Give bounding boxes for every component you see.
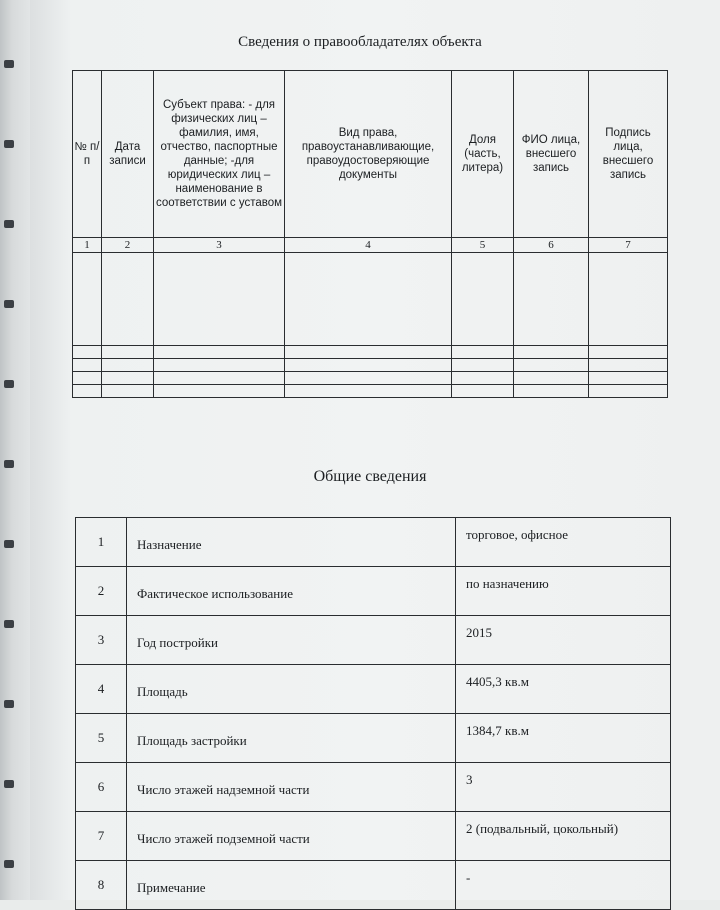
- row-number: 2: [76, 567, 127, 616]
- header-cell: № п/п: [73, 71, 102, 238]
- table-row: [76, 567, 671, 616]
- section-title: Общие сведения: [313, 468, 427, 485]
- row-value: торговое, офисное: [456, 518, 671, 567]
- binding-hole: [4, 220, 14, 228]
- row-value: 3: [456, 763, 671, 812]
- row-value: -: [456, 861, 671, 910]
- binding-hole: [4, 460, 14, 468]
- binding-hole: [4, 620, 14, 628]
- row-value: по назначению: [456, 567, 671, 616]
- row-number: 1: [76, 518, 127, 567]
- page-title: Сведения о правообладателях объекта: [238, 34, 482, 50]
- header-cell: Подпись лица, внесшего запись: [589, 71, 668, 238]
- row-label: Площадь застройки: [127, 714, 456, 763]
- binding-hole: [4, 60, 14, 68]
- row-number: 5: [76, 714, 127, 763]
- row-value: 2015: [456, 616, 671, 665]
- header-cell: Субъект права: - для физических лиц – фамилия, имя, отчество, паспортные данные; -для юридических лиц – наименование в соответствии с уставом: [154, 71, 285, 238]
- table-row: [76, 714, 671, 763]
- general-info-table: [75, 517, 671, 910]
- row-number: 7: [76, 812, 127, 861]
- header-cell: Доля (часть, литера): [452, 71, 514, 238]
- row-number: 4: [76, 665, 127, 714]
- row-label: Площадь: [127, 665, 456, 714]
- table-row: [73, 346, 668, 359]
- table-row: [73, 372, 668, 385]
- row-label: Число этажей подземной части: [127, 812, 456, 861]
- row-number: 8: [76, 861, 127, 910]
- binding-hole: [4, 380, 14, 388]
- column-number: 3: [154, 238, 285, 253]
- column-number: 4: [285, 238, 452, 253]
- header-cell: Дата записи: [102, 71, 154, 238]
- row-value: 1384,7 кв.м: [456, 714, 671, 763]
- owners-header-row: [73, 71, 668, 238]
- binding-hole: [4, 140, 14, 148]
- row-value: 4405,3 кв.м: [456, 665, 671, 714]
- table-row: [76, 518, 671, 567]
- column-number-row: [73, 238, 668, 253]
- table-row: [73, 359, 668, 372]
- column-number: 7: [589, 238, 668, 253]
- column-number: 2: [102, 238, 154, 253]
- row-value: 2 (подвальный, цокольный): [456, 812, 671, 861]
- table-row: [76, 812, 671, 861]
- table-row: [76, 763, 671, 812]
- binding-hole: [4, 700, 14, 708]
- row-label: Примечание: [127, 861, 456, 910]
- column-number: 6: [514, 238, 589, 253]
- column-number: 1: [73, 238, 102, 253]
- row-number: 3: [76, 616, 127, 665]
- row-label: Год постройки: [127, 616, 456, 665]
- binding-hole: [4, 860, 14, 868]
- binding-hole: [4, 300, 14, 308]
- table-row: [73, 385, 668, 398]
- header-cell: ФИО лица, внесшего запись: [514, 71, 589, 238]
- table-row: [76, 861, 671, 910]
- column-number: 5: [452, 238, 514, 253]
- binding-strip: [0, 0, 30, 900]
- binding-hole: [4, 540, 14, 548]
- row-label: Назначение: [127, 518, 456, 567]
- table-row: [76, 665, 671, 714]
- table-row: [73, 253, 668, 346]
- binding-hole: [4, 780, 14, 788]
- owners-table: [72, 70, 668, 398]
- row-number: 6: [76, 763, 127, 812]
- header-cell: Вид права, правоустанавливающие, правоудостоверяющие документы: [285, 71, 452, 238]
- table-row: [76, 616, 671, 665]
- row-label: Фактическое использование: [127, 567, 456, 616]
- row-label: Число этажей надземной части: [127, 763, 456, 812]
